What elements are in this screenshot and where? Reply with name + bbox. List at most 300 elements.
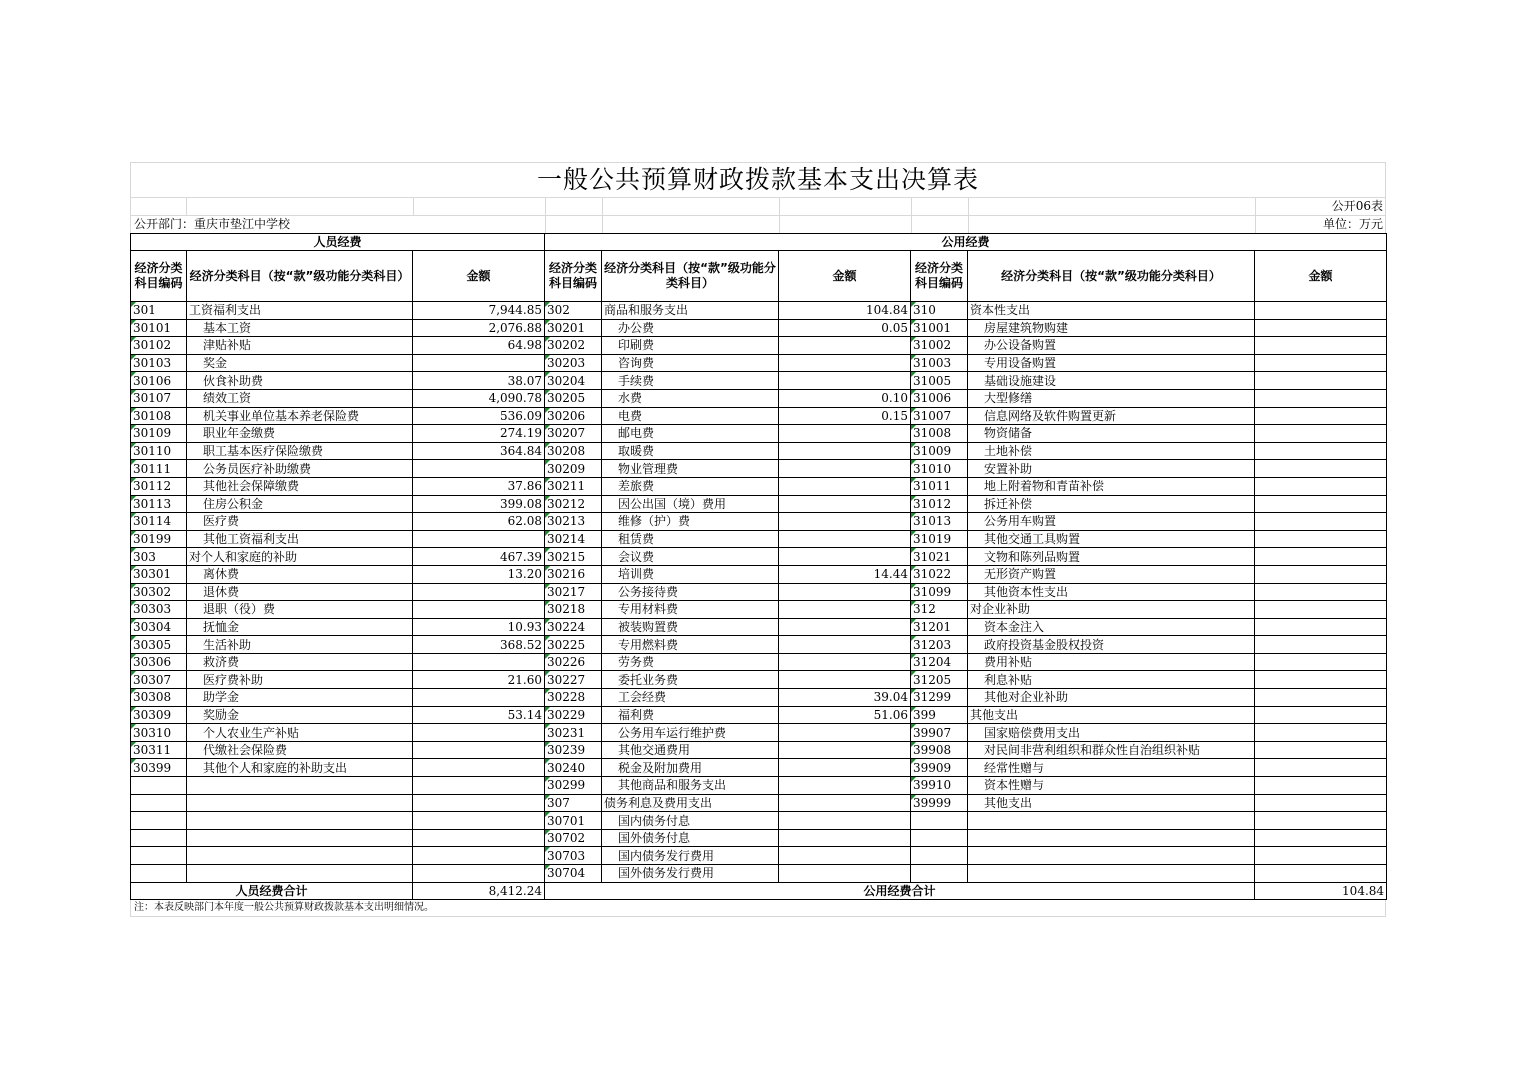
amount-cell-3 [1255, 389, 1387, 407]
report-title: 一般公共预算财政拨款基本支出决算表 [130, 162, 1386, 197]
item-name-cell-3: 资本金注入 [968, 618, 1255, 636]
item-name-cell-3: 其他对企业补助 [968, 689, 1255, 707]
amount-cell-1: 10.93 [413, 618, 545, 636]
column-header-row [131, 251, 1387, 302]
code-cell-1: 30103 [131, 354, 187, 372]
amount-cell-1: 467.39 [413, 548, 545, 566]
amount-cell-3 [1255, 706, 1387, 724]
item-name-cell-2: 因公出国（境）费用 [602, 495, 779, 513]
item-name-cell-2: 取暖费 [602, 442, 779, 460]
amount-cell-3 [1255, 460, 1387, 478]
amount-cell-1: 364.84 [413, 442, 545, 460]
item-name-cell-3: 经常性赠与 [968, 759, 1255, 777]
code-cell-1: 30305 [131, 636, 187, 654]
table-row [131, 706, 1387, 724]
table-row [131, 847, 1387, 865]
table-row [131, 653, 1387, 671]
amount-cell-2 [779, 794, 911, 812]
amount-cell-1: 2,076.88 [413, 319, 545, 337]
amount-cell-2 [779, 583, 911, 601]
code-cell-2: 30226 [545, 653, 602, 671]
item-name-cell-3: 其他支出 [968, 706, 1255, 724]
code-cell-1: 30311 [131, 741, 187, 759]
code-cell-2: 30216 [545, 565, 602, 583]
meta-row-form-no [130, 197, 1386, 215]
code-cell-1: 30101 [131, 319, 187, 337]
item-name-cell-2: 公务接待费 [602, 583, 779, 601]
amount-cell-2 [779, 548, 911, 566]
item-name-cell-1: 基本工资 [187, 319, 413, 337]
code-cell-3: 39909 [911, 759, 968, 777]
amount-cell-2: 0.10 [779, 389, 911, 407]
code-cell-3: 31001 [911, 319, 968, 337]
amount-cell-2 [779, 337, 911, 355]
code-cell-2: 30202 [545, 337, 602, 355]
amount-cell-1 [413, 865, 545, 883]
amount-cell-3 [1255, 583, 1387, 601]
item-name-cell-3 [968, 865, 1255, 883]
code-cell-3: 39908 [911, 741, 968, 759]
item-name-cell-1 [187, 847, 413, 865]
code-cell-1: 30306 [131, 653, 187, 671]
amount-cell-3 [1255, 302, 1387, 320]
table-row [131, 759, 1387, 777]
amount-cell-3 [1255, 530, 1387, 548]
header-code-3: 经济分类科目编码 [911, 251, 968, 302]
code-cell-2: 30209 [545, 460, 602, 478]
item-name-cell-1: 抚恤金 [187, 618, 413, 636]
item-name-cell-1: 工资福利支出 [187, 302, 413, 320]
header-code-1: 经济分类科目编码 [131, 251, 187, 302]
header-code-2: 经济分类科目编码 [545, 251, 602, 302]
amount-cell-2 [779, 495, 911, 513]
item-name-cell-3: 利息补贴 [968, 671, 1255, 689]
item-name-cell-3 [968, 829, 1255, 847]
amount-cell-2 [779, 425, 911, 443]
code-cell-1: 30308 [131, 689, 187, 707]
code-cell-3: 312 [911, 601, 968, 619]
item-name-cell-1: 其他社会保障缴费 [187, 477, 413, 495]
code-cell-1: 30113 [131, 495, 187, 513]
item-name-cell-1: 退休费 [187, 583, 413, 601]
item-name-cell-2: 劳务费 [602, 653, 779, 671]
amount-cell-2 [779, 513, 911, 531]
amount-cell-2 [779, 847, 911, 865]
item-name-cell-3: 资本性支出 [968, 302, 1255, 320]
amount-cell-3 [1255, 724, 1387, 742]
amount-cell-1 [413, 759, 545, 777]
code-cell-1 [131, 865, 187, 883]
table-row [131, 565, 1387, 583]
amount-cell-3 [1255, 636, 1387, 654]
table-row [131, 777, 1387, 795]
item-name-cell-3: 其他支出 [968, 794, 1255, 812]
amount-cell-1 [413, 847, 545, 865]
item-name-cell-2: 公务用车运行维护费 [602, 724, 779, 742]
item-name-cell-1: 公务员医疗补助缴费 [187, 460, 413, 478]
amount-cell-1 [413, 601, 545, 619]
table-row [131, 495, 1387, 513]
table-row [131, 548, 1387, 566]
amount-cell-2 [779, 741, 911, 759]
code-cell-2: 30203 [545, 354, 602, 372]
item-name-cell-3: 安置补助 [968, 460, 1255, 478]
amount-cell-2: 0.15 [779, 407, 911, 425]
amount-cell-3 [1255, 812, 1387, 830]
code-cell-1: 30108 [131, 407, 187, 425]
code-cell-3: 31022 [911, 565, 968, 583]
amount-cell-2 [779, 759, 911, 777]
code-cell-3: 31011 [911, 477, 968, 495]
code-cell-1: 30307 [131, 671, 187, 689]
code-cell-2: 30206 [545, 407, 602, 425]
amount-cell-1 [413, 689, 545, 707]
item-name-cell-2: 其他交通费用 [602, 741, 779, 759]
code-cell-3: 31006 [911, 389, 968, 407]
table-row [131, 460, 1387, 478]
amount-cell-3 [1255, 513, 1387, 531]
amount-cell-1 [413, 724, 545, 742]
amount-cell-1: 37.86 [413, 477, 545, 495]
amount-cell-3 [1255, 829, 1387, 847]
code-cell-1: 30302 [131, 583, 187, 601]
amount-cell-1 [413, 741, 545, 759]
table-row [131, 513, 1387, 531]
table-row [131, 389, 1387, 407]
code-cell-2: 30231 [545, 724, 602, 742]
amount-cell-2 [779, 653, 911, 671]
header-name-3: 经济分类科目（按“款”级功能分类科目） [968, 251, 1255, 302]
amount-cell-2 [779, 477, 911, 495]
code-cell-1: 30106 [131, 372, 187, 390]
code-cell-1: 30304 [131, 618, 187, 636]
code-cell-3: 31203 [911, 636, 968, 654]
table-row [131, 671, 1387, 689]
table-row [131, 724, 1387, 742]
item-name-cell-1: 伙食补助费 [187, 372, 413, 390]
item-name-cell-3: 物资储备 [968, 425, 1255, 443]
item-name-cell-3: 大型修缮 [968, 389, 1255, 407]
item-name-cell-1: 医疗费补助 [187, 671, 413, 689]
section-public: 公用经费 [545, 234, 1387, 251]
item-name-cell-2: 租赁费 [602, 530, 779, 548]
code-cell-2: 30702 [545, 829, 602, 847]
amount-cell-3 [1255, 865, 1387, 883]
amount-cell-3 [1255, 777, 1387, 795]
item-name-cell-3: 公务用车购置 [968, 513, 1255, 531]
code-cell-2: 30212 [545, 495, 602, 513]
item-name-cell-2: 税金及附加费用 [602, 759, 779, 777]
code-cell-3: 31013 [911, 513, 968, 531]
amount-cell-1 [413, 583, 545, 601]
amount-cell-1: 399.08 [413, 495, 545, 513]
table-row [131, 302, 1387, 320]
item-name-cell-1: 离休费 [187, 565, 413, 583]
amount-cell-2: 0.05 [779, 319, 911, 337]
amount-cell-2: 104.84 [779, 302, 911, 320]
item-name-cell-2: 专用材料费 [602, 601, 779, 619]
amount-cell-3 [1255, 653, 1387, 671]
amount-cell-2 [779, 724, 911, 742]
item-name-cell-3: 办公设备购置 [968, 337, 1255, 355]
item-name-cell-1: 绩效工资 [187, 389, 413, 407]
table-row [131, 865, 1387, 883]
code-cell-2: 302 [545, 302, 602, 320]
item-name-cell-1 [187, 777, 413, 795]
amount-cell-2 [779, 354, 911, 372]
amount-cell-1: 4,090.78 [413, 389, 545, 407]
header-name-1: 经济分类科目（按“款”级功能分类科目） [187, 251, 413, 302]
amount-cell-1 [413, 530, 545, 548]
code-cell-3: 31009 [911, 442, 968, 460]
code-cell-3: 31204 [911, 653, 968, 671]
code-cell-2: 30218 [545, 601, 602, 619]
amount-cell-3 [1255, 495, 1387, 513]
amount-cell-2 [779, 460, 911, 478]
amount-cell-2 [779, 618, 911, 636]
item-name-cell-1: 其他工资福利支出 [187, 530, 413, 548]
amount-cell-2 [779, 829, 911, 847]
header-amount-2: 金额 [779, 251, 911, 302]
meta-row-department [130, 215, 1386, 233]
amount-cell-1 [413, 354, 545, 372]
table-row [131, 794, 1387, 812]
code-cell-2: 30703 [545, 847, 602, 865]
totals-row [131, 882, 1387, 900]
amount-cell-3 [1255, 477, 1387, 495]
code-cell-1: 30102 [131, 337, 187, 355]
amount-cell-3 [1255, 354, 1387, 372]
code-cell-2: 30224 [545, 618, 602, 636]
item-name-cell-3: 资本性赠与 [968, 777, 1255, 795]
item-name-cell-2: 福利费 [602, 706, 779, 724]
code-cell-1 [131, 829, 187, 847]
table-row [131, 741, 1387, 759]
item-name-cell-1: 住房公积金 [187, 495, 413, 513]
code-cell-2: 30228 [545, 689, 602, 707]
amount-cell-3 [1255, 794, 1387, 812]
item-name-cell-1: 职业年金缴费 [187, 425, 413, 443]
item-name-cell-2: 邮电费 [602, 425, 779, 443]
item-name-cell-2: 会议费 [602, 548, 779, 566]
amount-cell-2 [779, 601, 911, 619]
code-cell-2: 307 [545, 794, 602, 812]
code-cell-2: 30204 [545, 372, 602, 390]
item-name-cell-3: 拆迁补偿 [968, 495, 1255, 513]
item-name-cell-1 [187, 812, 413, 830]
item-name-cell-1: 机关事业单位基本养老保险费 [187, 407, 413, 425]
header-amount-3: 金额 [1255, 251, 1387, 302]
table-row [131, 618, 1387, 636]
code-cell-1: 30109 [131, 425, 187, 443]
item-name-cell-1: 代缴社会保险费 [187, 741, 413, 759]
code-cell-2: 30201 [545, 319, 602, 337]
amount-cell-1: 62.08 [413, 513, 545, 531]
public-total-label: 公用经费合计 [545, 882, 1255, 900]
section-personnel: 人员经费 [131, 234, 545, 251]
amount-cell-3 [1255, 337, 1387, 355]
item-name-cell-3: 其他资本性支出 [968, 583, 1255, 601]
amount-cell-3 [1255, 425, 1387, 443]
amount-cell-1 [413, 812, 545, 830]
code-cell-3: 39910 [911, 777, 968, 795]
amount-cell-3 [1255, 618, 1387, 636]
code-cell-3 [911, 865, 968, 883]
item-name-cell-1: 个人农业生产补贴 [187, 724, 413, 742]
table-row [131, 442, 1387, 460]
public-total-value: 104.84 [1255, 882, 1387, 900]
table-row [131, 319, 1387, 337]
code-cell-1: 30111 [131, 460, 187, 478]
item-name-cell-2: 维修（护）费 [602, 513, 779, 531]
item-name-cell-1: 职工基本医疗保险缴费 [187, 442, 413, 460]
code-cell-1 [131, 812, 187, 830]
section-header-row [131, 234, 1387, 251]
table-row [131, 425, 1387, 443]
personnel-total-value: 8,412.24 [413, 882, 545, 900]
amount-cell-3 [1255, 689, 1387, 707]
code-cell-3: 31299 [911, 689, 968, 707]
code-cell-1: 301 [131, 302, 187, 320]
item-name-cell-1: 医疗费 [187, 513, 413, 531]
item-name-cell-2: 差旅费 [602, 477, 779, 495]
item-name-cell-2: 培训费 [602, 565, 779, 583]
code-cell-3: 399 [911, 706, 968, 724]
code-cell-3: 310 [911, 302, 968, 320]
code-cell-2: 30239 [545, 741, 602, 759]
code-cell-3: 31012 [911, 495, 968, 513]
amount-cell-1: 7,944.85 [413, 302, 545, 320]
item-name-cell-2: 国外债务发行费用 [602, 865, 779, 883]
amount-cell-1 [413, 794, 545, 812]
amount-cell-1: 368.52 [413, 636, 545, 654]
code-cell-1: 30112 [131, 477, 187, 495]
code-cell-3: 31019 [911, 530, 968, 548]
form-number: 公开06表 [1331, 199, 1383, 213]
item-name-cell-3: 地上附着物和青苗补偿 [968, 477, 1255, 495]
item-name-cell-3: 无形资产购置 [968, 565, 1255, 583]
item-name-cell-2: 物业管理费 [602, 460, 779, 478]
code-cell-3: 39999 [911, 794, 968, 812]
item-name-cell-3: 房屋建筑物购建 [968, 319, 1255, 337]
amount-cell-2: 51.06 [779, 706, 911, 724]
code-cell-3: 31021 [911, 548, 968, 566]
item-name-cell-2: 国内债务付息 [602, 812, 779, 830]
code-cell-2: 30213 [545, 513, 602, 531]
item-name-cell-3: 对民间非营利组织和群众性自治组织补贴 [968, 741, 1255, 759]
code-cell-2: 30701 [545, 812, 602, 830]
item-name-cell-1: 生活补助 [187, 636, 413, 654]
item-name-cell-1 [187, 794, 413, 812]
amount-cell-2 [779, 777, 911, 795]
code-cell-2: 30214 [545, 530, 602, 548]
header-amount-1: 金额 [413, 251, 545, 302]
table-row [131, 337, 1387, 355]
code-cell-3 [911, 812, 968, 830]
code-cell-3: 31201 [911, 618, 968, 636]
code-cell-1: 30107 [131, 389, 187, 407]
table-row [131, 812, 1387, 830]
code-cell-2: 30211 [545, 477, 602, 495]
item-name-cell-2: 国内债务发行费用 [602, 847, 779, 865]
code-cell-2: 30240 [545, 759, 602, 777]
item-name-cell-1: 救济费 [187, 653, 413, 671]
amount-cell-1: 13.20 [413, 565, 545, 583]
code-cell-3: 31002 [911, 337, 968, 355]
code-cell-1 [131, 777, 187, 795]
item-name-cell-3 [968, 812, 1255, 830]
amount-cell-2 [779, 812, 911, 830]
item-name-cell-2: 工会经费 [602, 689, 779, 707]
code-cell-2: 30205 [545, 389, 602, 407]
amount-cell-3 [1255, 442, 1387, 460]
amount-cell-3 [1255, 407, 1387, 425]
code-cell-3: 31003 [911, 354, 968, 372]
amount-cell-1: 64.98 [413, 337, 545, 355]
code-cell-3: 31099 [911, 583, 968, 601]
code-cell-1: 303 [131, 548, 187, 566]
department-label: 公开部门：重庆市垫江中学校 [134, 217, 291, 231]
footnote: 注：本表反映部门本年度一般公共预算财政拨款基本支出明细情况。 [130, 900, 1386, 917]
amount-cell-3 [1255, 372, 1387, 390]
amount-cell-1 [413, 777, 545, 795]
table-row [131, 583, 1387, 601]
report-sheet [130, 162, 1386, 917]
amount-cell-2 [779, 636, 911, 654]
item-name-cell-2: 其他商品和服务支出 [602, 777, 779, 795]
code-cell-1: 30110 [131, 442, 187, 460]
item-name-cell-3: 信息网络及软件购置更新 [968, 407, 1255, 425]
item-name-cell-3: 国家赔偿费用支出 [968, 724, 1255, 742]
table-row [131, 601, 1387, 619]
item-name-cell-3: 基础设施建设 [968, 372, 1255, 390]
personnel-total-label: 人员经费合计 [131, 882, 413, 900]
amount-cell-2: 39.04 [779, 689, 911, 707]
amount-cell-3 [1255, 548, 1387, 566]
item-name-cell-3: 对企业补助 [968, 601, 1255, 619]
item-name-cell-2: 商品和服务支出 [602, 302, 779, 320]
amount-cell-1: 38.07 [413, 372, 545, 390]
amount-cell-2 [779, 372, 911, 390]
item-name-cell-2: 国外债务付息 [602, 829, 779, 847]
item-name-cell-1 [187, 865, 413, 883]
code-cell-1: 30310 [131, 724, 187, 742]
item-name-cell-1: 对个人和家庭的补助 [187, 548, 413, 566]
item-name-cell-3: 费用补贴 [968, 653, 1255, 671]
item-name-cell-1: 奖励金 [187, 706, 413, 724]
amount-cell-3 [1255, 847, 1387, 865]
table-body [131, 302, 1387, 883]
table-row [131, 689, 1387, 707]
item-name-cell-2: 手续费 [602, 372, 779, 390]
code-cell-1 [131, 794, 187, 812]
amount-cell-1 [413, 829, 545, 847]
item-name-cell-3 [968, 847, 1255, 865]
code-cell-3: 31205 [911, 671, 968, 689]
amount-cell-2: 14.44 [779, 565, 911, 583]
code-cell-1: 30399 [131, 759, 187, 777]
item-name-cell-1 [187, 829, 413, 847]
amount-cell-3 [1255, 565, 1387, 583]
code-cell-1: 30114 [131, 513, 187, 531]
table-row [131, 477, 1387, 495]
amount-cell-3 [1255, 759, 1387, 777]
amount-cell-1 [413, 460, 545, 478]
table-row [131, 372, 1387, 390]
item-name-cell-2: 债务利息及费用支出 [602, 794, 779, 812]
table-row [131, 636, 1387, 654]
item-name-cell-2: 专用燃料费 [602, 636, 779, 654]
